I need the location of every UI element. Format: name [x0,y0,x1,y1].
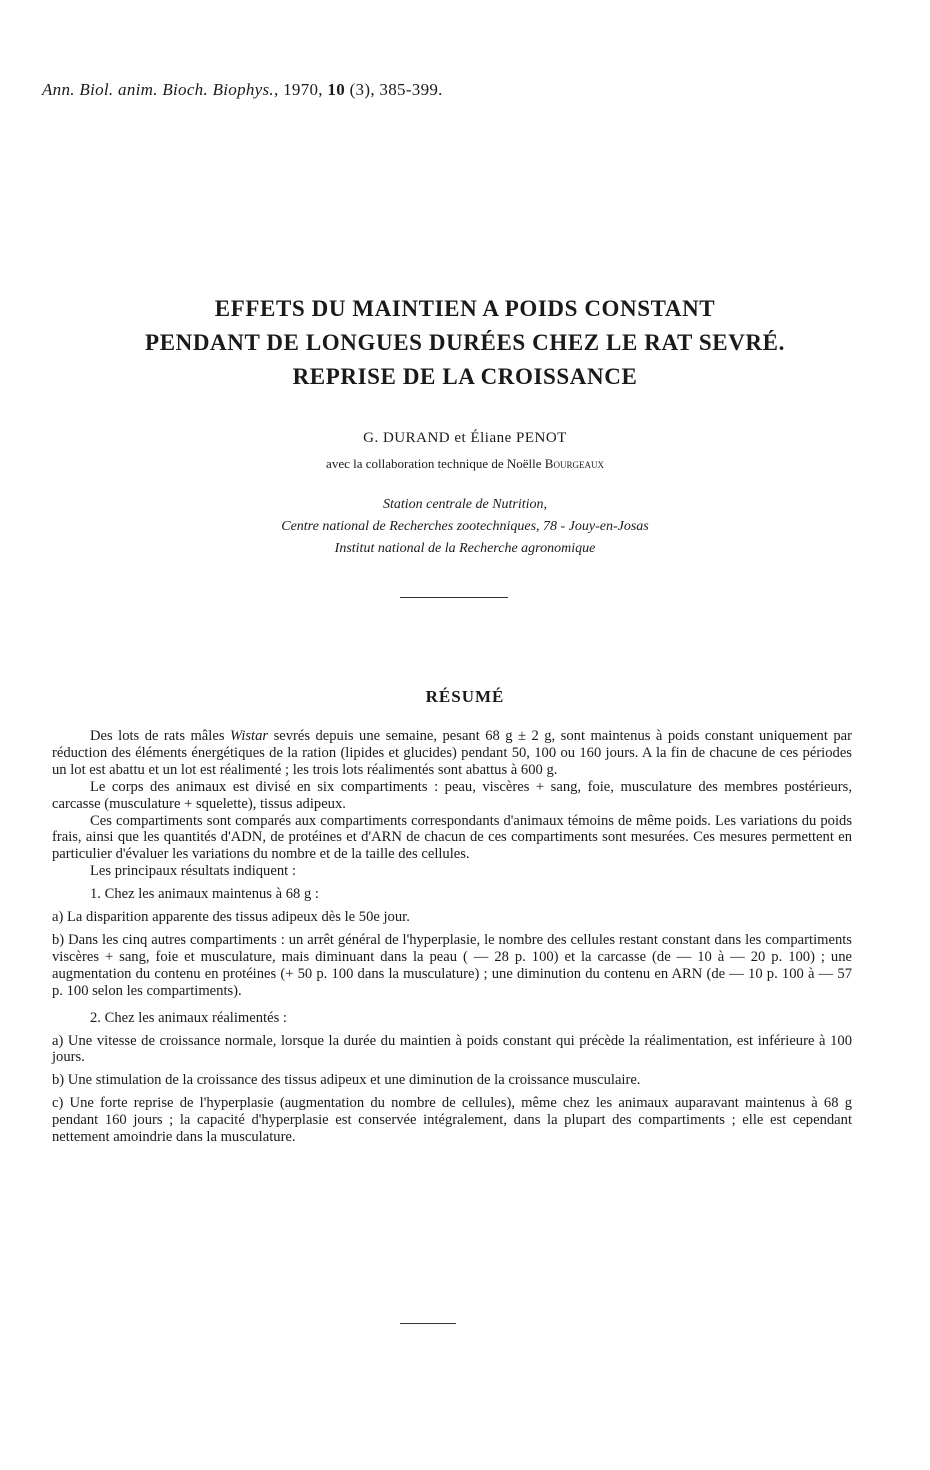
abstract-body [52,728,852,1146]
results-2c: c) Une forte reprise de l'hyperplasie (augmentation du nombre de cellules), même chez les animaux auparavant maintenus à 68 g pendant 160 jours ; la capacité d'hyperplasie est conservée intégralement, dans la plupart des compartiments ; elle est cependant nettement amoindrie dans la musculature. [52,1095,852,1146]
abstract-paragraph-4: Les principaux résultats indiquent : [90,863,296,880]
abstract-p1-end: sevrés depuis une semaine, pesant 68 g ± 2 g, sont maintenus à poids constant uniquement par réduction des éléments énergétiques de la ration (lipides et glucides) pendant 50, 100 ou 160 jours. A la fin de chacune de ces périodes un lot est abattu et un lot est réalimenté ; les trois lots réalimentés sont abattus à 600 g. [52,728,852,778]
authors: G. DURAND et Éliane PENOT [363,430,567,446]
journal-citation [42,80,443,100]
paper-title [60,292,870,394]
journal-volume: 10 [327,80,346,99]
collaboration-prefix: avec la collaboration technique de Noëlle [326,456,542,471]
title-line-1: EFFETS DU MAINTIEN A POIDS CONSTANT [214,296,716,321]
abstract-paragraph-2: Le corps des animaux est divisé en six compartiments : peau, viscères + sang, foie, musculature des membres postérieurs, carcasse (musculature + squelette), tissus adipeux. [52,778,852,812]
end-rule [400,1323,456,1324]
separator-rule [400,597,508,598]
abstract-heading: RÉSUMÉ [425,687,505,706]
abstract-p1-start: Des lots de rats mâles [90,728,225,744]
journal-pages: (3), 385-399. [349,80,443,99]
results-2a: a) Une vitesse de croissance normale, lorsque la durée du maintien à poids constant qui précède la réalimentation, est inférieure à 100 jours. [52,1032,852,1066]
abstract-paragraph-3: Ces compartiments sont comparés aux compartiments correspondants d'animaux témoins de même poids. Les variations du poids frais, ainsi que les quantités d'ADN, de protéines et d'ARN de chacun de ces compartiments sont mesurées. Ces mesures permettent en particulier d'évaluer les variations du nombre et de la taille des cellules. [52,812,852,863]
affiliation-line-3: Institut national de la Recherche agronomique [334,541,596,556]
journal-name: Ann. Biol. anim. Bioch. Biophys., [42,80,279,99]
results-1a: a) La disparition apparente des tissus adipeux dès le 50e jour. [52,909,410,926]
affiliation-line-2: Centre national de Recherches zootechniques, 78 - Jouy-en-Josas [281,519,649,534]
results-section-2: 2. Chez les animaux réalimentés : [90,1009,287,1026]
affiliation [0,494,930,560]
affiliation-line-1: Station centrale de Nutrition, [382,497,548,512]
results-section-1: 1. Chez les animaux maintenus à 68 g : [90,886,319,903]
results-1b: b) Dans les cinq autres compartiments : un arrêt général de l'hyperplasie, le nombre des cellules restant constant dans les compartiments viscères + sang, foie et musculature, mais diminuant dans la peau ( — 28 p. 100) et la carcasse (de — 10 à — 20 p. 100) ; une augmentation du contenu en protéines (+ 50 p. 100 dans la musculature) ; une diminution du contenu en ARN (de — 10 p. 100 à — 57 p. 100 selon les compartiments). [52,931,852,999]
abstract-paragraph-1 [52,728,852,779]
rat-strain: Wistar [229,728,269,744]
title-line-2: PENDANT DE LONGUES DURÉES CHEZ LE RAT SEVRÉ. [145,330,785,355]
title-line-3: REPRISE DE LA CROISSANCE [292,364,638,389]
journal-year: 1970, [283,80,323,99]
results-2b: b) Une stimulation de la croissance des tissus adipeux et une diminution de la croissance musculaire. [52,1072,641,1089]
collaboration-line [0,456,930,472]
collaborator-name: Bourgeaux [544,456,604,471]
